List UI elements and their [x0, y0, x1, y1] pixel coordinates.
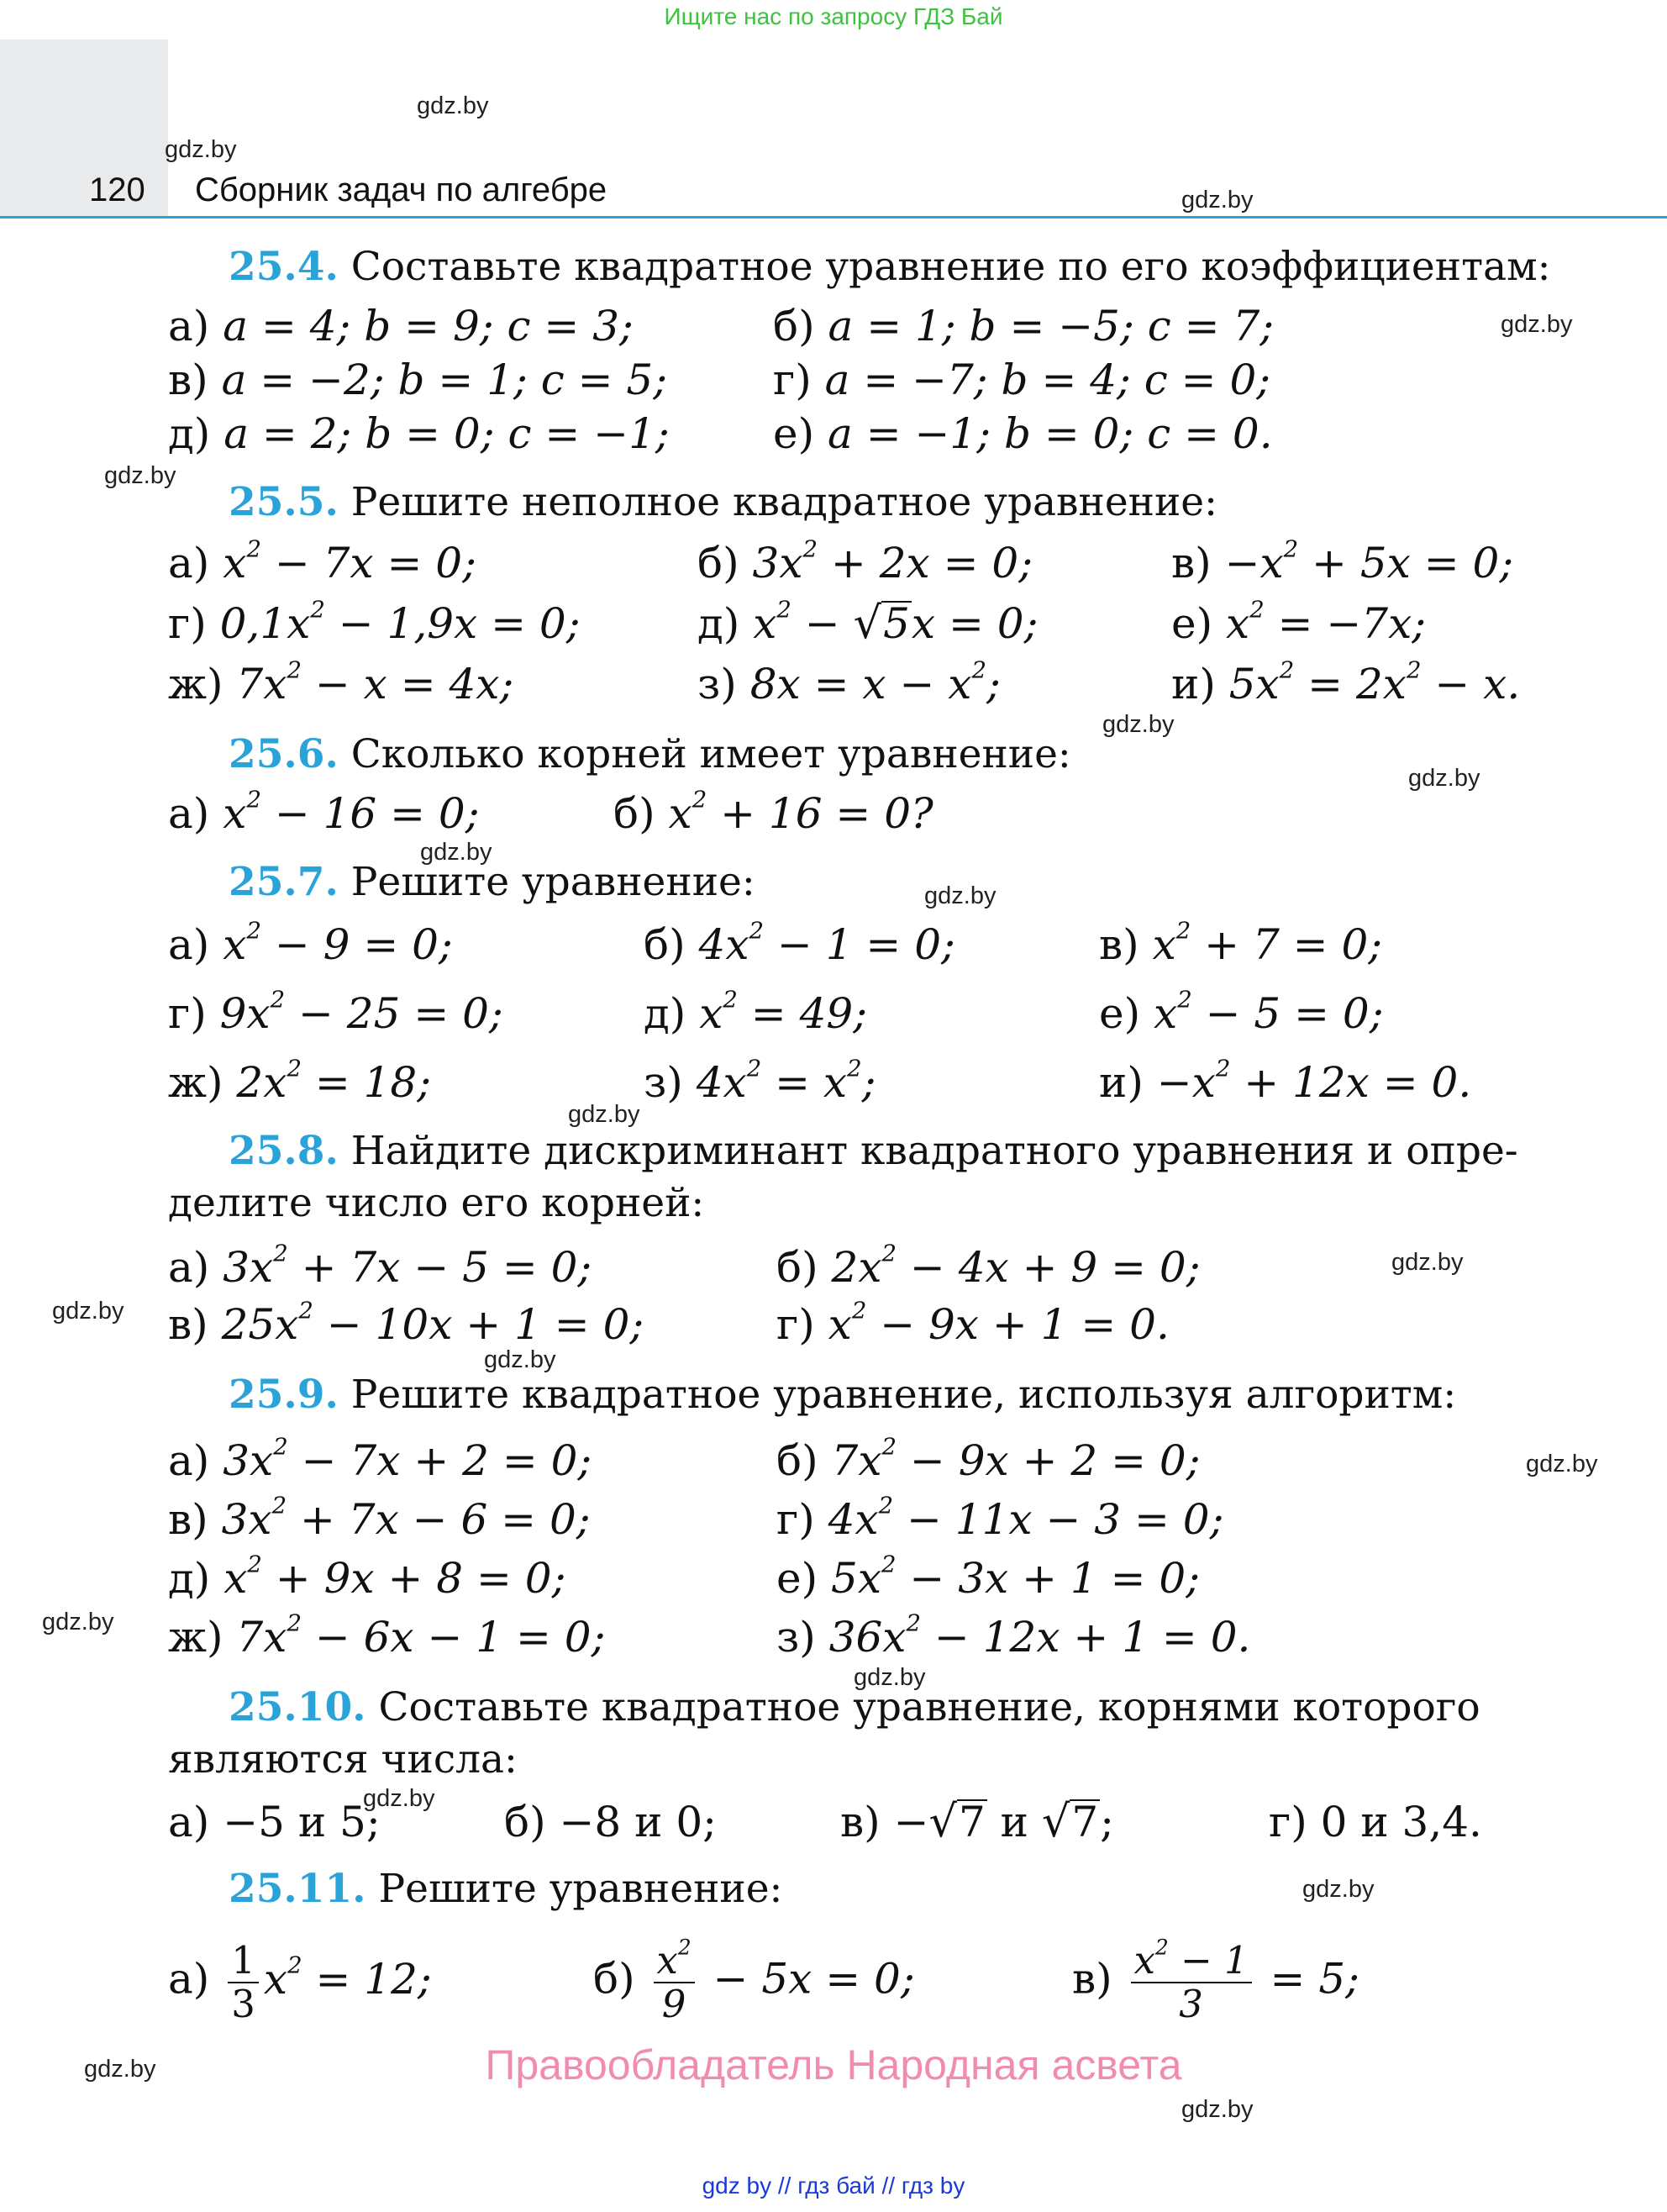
task-25-7-item-v: в) $x^2 + 7 = 0$; [1099, 917, 1383, 969]
task-25-4-item-b: б) a = 1; b = −5; c = 7; [773, 302, 1275, 350]
task-25-7-item-e: е) $x^2 - 5 = 0$; [1099, 986, 1384, 1038]
task-25-6-item-b: б) $x^2 + 16 = 0$? [613, 786, 933, 838]
task-25-9-item-a: а) $3x^2 - 7x + 2 = 0$; [168, 1433, 592, 1485]
task-25-7-heading [229, 857, 755, 908]
task-25-8-item-a: а) $3x^2 + 7x - 5 = 0$; [168, 1240, 592, 1292]
watermark: gdz.by [1501, 311, 1573, 338]
task-25-9-item-v: в) $3x^2 + 7x - 6 = 0$; [168, 1492, 591, 1544]
task-25-5-heading [229, 477, 1217, 528]
footer-separator: // [777, 2172, 791, 2199]
task-25-4-item-e: е) a = −1; b = 0; c = 0. [773, 409, 1273, 458]
watermark: gdz.by [1181, 2096, 1254, 2123]
footer-links [0, 2172, 1667, 2199]
task-25-8-heading-cont: делите число его корней: [168, 1180, 705, 1226]
sqrt-symbol: √7 [1041, 1796, 1099, 1847]
task-25-4-item-d: д) a = 2; b = 0; c = −1; [168, 409, 670, 458]
watermark: gdz.by [1408, 765, 1480, 792]
task-25-8-item-v: в) $25x^2 - 10x + 1 = 0$; [168, 1297, 644, 1349]
task-25-10-item-b: б) −8 и 0; [504, 1798, 717, 1846]
watermark: gdz.by [484, 1346, 556, 1373]
task-number: 25.5. [229, 479, 339, 525]
watermark: gdz.by [417, 92, 489, 119]
task-25-5-item-d: д) $x^2 - √5x = 0$; [697, 596, 1039, 649]
task-text: Решите неполное квадратное уравнение: [350, 479, 1217, 525]
task-text: Составьте квадратное уравнение по его коэффициентам: [350, 244, 1551, 290]
footer-link[interactable]: gdz by [702, 2172, 772, 2199]
watermark: gdz.by [52, 1298, 124, 1325]
watermark: gdz.by [568, 1101, 640, 1128]
task-number: 25.6. [229, 731, 339, 777]
task-25-5-item-v: $в) -x^2 + 5x = 0$; [1171, 535, 1514, 587]
top-banner[interactable]: Ищите нас по запросу ГДЗ Бай [664, 3, 1003, 29]
task-25-10-heading [229, 1683, 1480, 1733]
watermark: gdz.by [1526, 1451, 1598, 1477]
task-25-4-item-g: г) a = −7; b = 4; c = 0; [773, 356, 1271, 404]
task-25-5-item-g: г) $0,1x^2 - 1,9x = 0$; [168, 596, 581, 648]
task-25-4-heading [229, 242, 1551, 292]
task-25-5-item-zh: ж) $7x^2 - x = 4x$; [168, 656, 514, 708]
task-text: Найдите дискриминант квадратного уравнения и опре- [350, 1128, 1518, 1174]
task-number: 25.10. [229, 1684, 366, 1730]
task-text: Сколько корней имеет уравнение: [350, 731, 1071, 777]
watermark: gdz.by [924, 882, 997, 909]
task-25-9-item-z: з) $36x^2 - 12x + 1 = 0$. [776, 1609, 1251, 1662]
task-25-9-item-e: е) $5x^2 - 3x + 1 = 0$; [776, 1551, 1201, 1603]
task-25-9-heading [229, 1370, 1456, 1420]
task-number: 25.8. [229, 1128, 339, 1174]
task-25-9-item-b: б) $7x^2 - 9x + 2 = 0$; [776, 1433, 1201, 1485]
fraction: $\frac{x^2 - 1}{3}$ [1131, 1940, 1252, 2025]
task-25-7-item-a: а) $x^2 - 9 = 0$; [168, 917, 453, 969]
task-25-7-item-b: б) $4x^2 - 1 = 0$; [644, 917, 955, 969]
task-25-7-item-i: $и) -x^2 + 12x = 0$. [1099, 1055, 1472, 1107]
task-text: Решите уравнение: [378, 1866, 783, 1912]
watermark: gdz.by [165, 136, 237, 163]
task-25-7-item-g: г) $9x^2 - 25 = 0$; [168, 986, 503, 1038]
footer-separator: // [881, 2172, 896, 2199]
fraction: $\frac{x^2}{9}$ [654, 1940, 695, 2025]
task-number: 25.9. [229, 1372, 339, 1418]
watermark: gdz.by [84, 2056, 156, 2083]
task-25-11-item-v: в) $\frac{x^2 - 1}{3}$ = 5; [1072, 1935, 1359, 2026]
watermark: gdz.by [1302, 1876, 1375, 1903]
task-number: 25.11. [229, 1866, 366, 1912]
copyright-notice: Правообладатель Народная асвета [485, 2041, 1182, 2088]
task-25-7-item-d: д) $x^2 = 49$; [644, 986, 868, 1038]
task-25-10-heading-cont: являются числа: [168, 1736, 518, 1783]
task-25-5-item-e: е) $x^2 = -7x$; [1171, 596, 1427, 648]
task-25-6-item-a: а) $x^2 - 16 = 0$; [168, 786, 480, 838]
watermark: gdz.by [1102, 711, 1175, 738]
task-25-4-item-v: в) a = −2; b = 1; c = 5; [168, 356, 668, 404]
task-25-5-item-b: б) $3x^2 + 2x = 0$; [697, 535, 1033, 587]
task-25-6-heading [229, 729, 1071, 780]
task-number: 25.7. [229, 859, 339, 905]
task-25-4-item-a: а) a = 4; b = 9; c = 3; [168, 302, 634, 350]
task-25-10-item-g: г) 0 и 3,4. [1269, 1798, 1482, 1846]
book-title: Сборник задач по алгебре [195, 171, 607, 208]
task-25-7-item-zh: ж) $2x^2 = 18$; [168, 1055, 432, 1107]
task-25-5-item-z: з) $8x = x - x^2$; [697, 656, 1001, 708]
task-25-8-item-b: б) $2x^2 - 4x + 9 = 0$; [776, 1240, 1201, 1292]
task-text: Решите уравнение: [350, 859, 755, 905]
fraction: $\frac{1}{3}$ [228, 1940, 259, 2025]
header-rule [0, 216, 1667, 219]
task-25-8-heading [229, 1126, 1518, 1177]
task-text: Составьте квадратное уравнение, корнями которого [378, 1684, 1480, 1730]
task-25-5-item-a: а) $x^2 - 7x = 0$; [168, 535, 476, 587]
watermark: gdz.by [420, 839, 492, 866]
watermark: gdz.by [42, 1609, 114, 1635]
task-25-5-item-i: и) $5x^2 = 2x^2 - x$. [1171, 656, 1521, 708]
watermark: gdz.by [1181, 187, 1254, 213]
task-25-11-item-a: а) $\frac{1}{3}$ $x^2 = 12$; [168, 1938, 432, 2026]
task-25-8-item-g: г) $x^2 - 9x + 1 = 0$. [776, 1297, 1170, 1349]
task-text: Решите квадратное уравнение, используя алгоритм: [350, 1372, 1457, 1418]
watermark: gdz.by [363, 1785, 435, 1812]
task-25-9-item-g: г) $4x^2 - 11x - 3 = 0$; [776, 1492, 1224, 1544]
watermark: gdz.by [104, 462, 176, 489]
task-25-11-heading [229, 1864, 782, 1914]
task-25-10-item-v: в) −√7 и √7; [840, 1796, 1115, 1847]
page-number: 120 [89, 171, 145, 208]
watermark: gdz.by [1391, 1249, 1464, 1276]
sqrt-symbol: √7 [928, 1796, 986, 1847]
footer-link[interactable]: гдз бай [797, 2172, 876, 2199]
watermark: gdz.by [854, 1664, 926, 1691]
sqrt-symbol: √5 [853, 598, 910, 649]
task-25-9-item-zh: ж) $7x^2 - 6x - 1 = 0$; [168, 1609, 606, 1662]
task-25-7-item-z: з) $4x^2 = x^2$; [644, 1055, 876, 1107]
footer-link[interactable]: гдз by [901, 2172, 965, 2199]
task-number: 25.4. [229, 244, 339, 290]
task-25-9-item-d: д) $x^2 + 9x + 8 = 0$; [168, 1551, 566, 1603]
task-25-10-item-a: а) −5 и 5; [168, 1798, 381, 1846]
task-25-11-item-b: б) $\frac{x^2}{9}$ − 5x = 0; [593, 1935, 915, 2026]
